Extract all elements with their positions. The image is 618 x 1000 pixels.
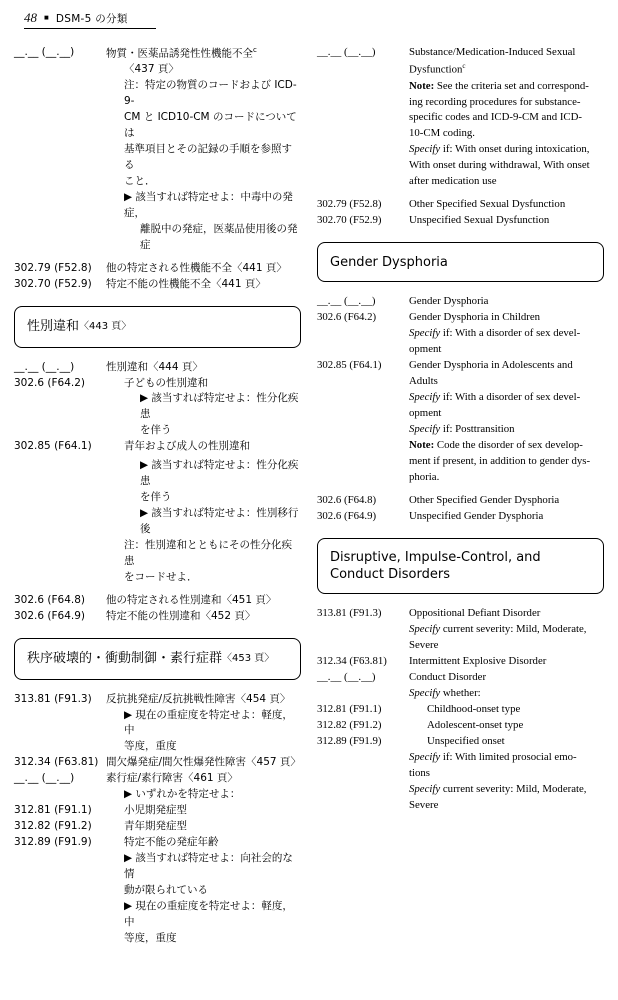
entry-text: Specify current severity: Mild, Moderate,	[409, 782, 587, 795]
list-item	[317, 294, 604, 310]
entry-text: 等度，重度	[124, 931, 177, 944]
list-item	[14, 692, 301, 708]
list-item	[14, 931, 301, 947]
code-cell: 302.70 (F52.9)	[317, 214, 382, 227]
list-item	[14, 771, 301, 787]
en-substance-block	[317, 45, 604, 190]
section-page-ref: 〈453 頁〉	[222, 653, 275, 665]
entry-text: 注：特定の物質のコードおよび ICD-9-	[124, 79, 297, 108]
entry-text: Adults	[409, 375, 438, 388]
list-item	[317, 390, 604, 406]
entry-text: Unspecified Sexual Dysfunction	[409, 214, 550, 227]
entry-text: 等度，重度	[124, 740, 177, 753]
list-item	[14, 835, 301, 851]
specify-label: Specify	[409, 423, 441, 435]
specify-label: Specify	[409, 623, 441, 636]
header-title: DSM-5 の分類	[55, 13, 128, 25]
list-item	[317, 454, 604, 470]
list-item	[317, 374, 604, 390]
entry-text: 間欠爆発症/間欠性爆発性障害〈457 頁〉	[106, 756, 301, 769]
entry-text: 離脱中の発症，医薬品使用後の発症	[140, 222, 298, 251]
section-page-ref: 〈443 頁〉	[79, 321, 132, 333]
list-item	[317, 61, 604, 79]
list-item	[14, 609, 301, 625]
entry-text: 動が限られている	[124, 883, 208, 896]
list-item	[14, 360, 301, 376]
entry-text: ment if present, in addition to gender dys-	[409, 454, 591, 467]
entry-text: Gender Dysphoria in Children	[409, 311, 541, 324]
section-title: Disruptive, Impulse-Control, and Conduct Disorders	[330, 549, 541, 582]
entry-text: 素行症/素行障害〈461 頁〉	[106, 772, 238, 785]
page-header	[24, 10, 156, 29]
code-cell: __.__ (__.__)	[317, 46, 376, 58]
list-item	[317, 126, 604, 142]
entry-text: Adolescent-onset type	[427, 718, 524, 731]
list-item	[317, 438, 604, 454]
code-cell: 312.81 (F91.1)	[317, 702, 382, 715]
list-item	[14, 538, 301, 570]
code-cell: 312.34 (F63.81)	[317, 655, 387, 668]
list-item	[317, 358, 604, 374]
spacer	[14, 254, 301, 261]
entry-text: Note: Code the disorder of sex develop-	[409, 438, 583, 451]
list-item	[14, 142, 301, 174]
list-item	[317, 342, 604, 358]
list-item	[317, 606, 604, 622]
list-item	[14, 423, 301, 439]
list-item	[317, 158, 604, 174]
list-item	[317, 422, 604, 438]
code-cell: 302.6 (F64.9)	[14, 609, 86, 622]
list-item	[317, 766, 604, 782]
list-item	[14, 376, 301, 392]
list-item	[14, 190, 301, 222]
entry-text: ▶ 該当すれば特定せよ：中毒中の発症，	[124, 191, 293, 220]
specify-label: Specify	[409, 143, 441, 156]
list-item	[317, 406, 604, 422]
list-item	[317, 702, 604, 718]
entry-text: phoria.	[409, 470, 440, 483]
section-title: Gender Dysphoria	[330, 254, 448, 270]
entry-text: opment	[409, 407, 442, 420]
list-item	[14, 739, 301, 755]
entry-text: CM と ICD10-CM のコードについては	[124, 111, 297, 140]
entry-text: Dysfunction$^c$	[409, 61, 466, 76]
code-cell: __.__ (__.__)	[317, 671, 376, 683]
entry-text: ▶ 該当すれば特定せよ：性別移行後	[140, 507, 299, 536]
code-cell: 302.79 (F52.8)	[317, 198, 382, 211]
entry-text: Other Specified Gender Dysphoria	[409, 493, 560, 506]
entry-text: ▶ 現在の重症度を特定せよ：軽度，中	[124, 899, 293, 928]
entry-text: ▶ いずれかを特定せよ：	[124, 788, 241, 801]
entry-text: Gender Dysphoria	[409, 295, 489, 308]
list-item	[14, 222, 301, 254]
list-item	[317, 509, 604, 525]
entry-text: ▶ 該当すれば特定せよ：向社会的な情	[124, 852, 293, 881]
entry-text: 〈437 頁〉	[124, 63, 179, 76]
list-item	[14, 755, 301, 771]
section-heading-gender-dysphoria-jp	[14, 306, 301, 348]
list-item	[14, 506, 301, 538]
superscript-marker: c	[462, 61, 466, 70]
list-item	[317, 718, 604, 734]
list-item	[317, 45, 604, 61]
entry-text: 他の特定される性機能不全〈441 頁〉	[106, 261, 287, 274]
list-item	[317, 470, 604, 486]
entry-text: Specify if: Posttransition	[409, 423, 515, 435]
list-item	[14, 110, 301, 142]
list-item	[14, 899, 301, 931]
entry-text: 物質・医薬品誘発性性機能不全$^c$	[106, 46, 257, 60]
list-item	[14, 593, 301, 609]
entry-text: Specify whether:	[409, 686, 481, 699]
code-cell: 313.81 (F91.3)	[317, 607, 382, 620]
list-item	[14, 277, 301, 293]
list-item	[14, 45, 301, 62]
list-item	[317, 310, 604, 326]
code-cell: 312.82 (F91.2)	[14, 820, 92, 833]
entry-text: 反抗挑発症/反抗挑戦性障害〈454 頁〉	[106, 692, 291, 705]
list-item	[317, 622, 604, 638]
entry-text: Note: See the criteria set and correspond-	[409, 79, 589, 92]
code-cell: 302.85 (F64.1)	[317, 359, 382, 372]
list-item	[14, 439, 301, 455]
entry-text: 他の特定される性別違和〈451 頁〉	[106, 593, 277, 606]
list-item	[14, 62, 301, 78]
list-item	[317, 197, 604, 213]
list-item	[14, 174, 301, 190]
entry-text: ▶ 該当すれば特定せよ：性分化疾患	[140, 459, 299, 488]
list-item	[14, 490, 301, 506]
entry-text: 特定不能の性別違和〈452 頁〉	[106, 609, 256, 622]
entry-text: With onset during withdrawal, With onset	[409, 159, 590, 172]
list-item	[14, 458, 301, 490]
entry-text: specific codes and ICD-9-CM and ICD-	[409, 111, 583, 124]
specify-label: Specify	[409, 686, 441, 699]
entry-text: Gender Dysphoria in Adolescents and	[409, 359, 573, 372]
entry-text: 注：性別違和とともにその性分化疾患	[124, 539, 292, 567]
entry-text: Specify if: With onset during intoxication,	[409, 143, 590, 156]
entry-text: Substance/Medication-Induced Sexual	[409, 46, 576, 58]
superscript-marker: c	[253, 46, 257, 54]
list-item	[317, 734, 604, 750]
entry-text: Unspecified Gender Dysphoria	[409, 509, 544, 522]
list-item	[317, 493, 604, 509]
entry-text: ▶ 現在の重症度を特定せよ：軽度，中	[124, 708, 293, 737]
list-item	[317, 670, 604, 686]
entry-text: を伴う	[140, 424, 172, 437]
entry-text: Specify current severity: Mild, Moderate,	[409, 623, 587, 636]
code-cell: __.__ (__.__)	[14, 360, 75, 373]
code-cell: 302.6 (F64.2)	[14, 376, 86, 389]
entry-text: Severe	[409, 639, 439, 652]
list-item	[317, 798, 604, 814]
header-square-icon: ■	[44, 13, 49, 22]
list-item	[14, 851, 301, 883]
list-item	[14, 787, 301, 803]
specify-label: Specify	[409, 750, 441, 763]
entry-text: ▶ 該当すれば特定せよ：性分化疾患	[140, 392, 299, 421]
spacer	[317, 190, 604, 197]
code-cell: 312.34 (F63.81)	[14, 756, 99, 769]
jp-substance-block	[14, 45, 301, 254]
section-title: 秩序破壊的・衝動制御・素行症群	[27, 650, 223, 666]
list-item	[317, 213, 604, 229]
section-heading-gender-dysphoria-en	[317, 242, 604, 282]
page-number: 48	[24, 10, 37, 25]
list-item	[317, 95, 604, 111]
code-cell: 312.89 (F91.9)	[317, 734, 382, 747]
list-item	[317, 750, 604, 766]
code-cell: 312.81 (F91.1)	[14, 804, 92, 817]
code-cell: 312.89 (F91.9)	[14, 836, 92, 849]
section-heading-disruptive-en	[317, 538, 604, 594]
list-item	[14, 819, 301, 835]
entry-text: 特定不能の性機能不全〈441 頁〉	[106, 277, 266, 290]
entry-text: Oppositional Defiant Disorder	[409, 607, 541, 620]
list-item	[14, 708, 301, 740]
code-cell: 302.85 (F64.1)	[14, 440, 92, 453]
list-item	[317, 654, 604, 670]
code-cell: __.__ (__.__)	[317, 295, 376, 308]
section-title: 性別違和	[27, 318, 80, 334]
column-english	[317, 45, 604, 947]
entry-text: こと．	[124, 175, 156, 188]
entry-text: Unspecified onset	[427, 734, 505, 747]
entry-text: 青年および成人の性別違和	[124, 440, 250, 453]
list-item	[317, 326, 604, 342]
specify-label: Specify	[409, 782, 441, 795]
entry-text: Conduct Disorder	[409, 671, 487, 683]
entry-text: Other Specified Sexual Dysfunction	[409, 198, 566, 211]
code-cell: __.__ (__.__)	[14, 772, 75, 785]
code-cell: 302.6 (F64.8)	[14, 593, 86, 606]
list-item	[317, 638, 604, 654]
two-column-body	[14, 45, 604, 947]
entry-text: 子どもの性別違和	[124, 376, 208, 389]
specify-label: Specify	[409, 327, 441, 340]
entry-text: 特定不能の発症年齢	[124, 836, 219, 849]
entry-text: を伴う	[140, 491, 172, 504]
code-cell: 313.81 (F91.3)	[14, 692, 92, 705]
entry-text: Specify if: With a disorder of sex devel-	[409, 391, 581, 404]
entry-text: Intermittent Explosive Disorder	[409, 655, 547, 668]
specify-label: Specify	[409, 391, 441, 404]
entry-text: 小児期発症型	[124, 804, 187, 817]
entry-text: 10-CM coding.	[409, 127, 475, 140]
list-item	[14, 570, 301, 586]
entry-text: ing recording procedures for substance-	[409, 95, 581, 108]
code-cell: 302.70 (F52.9)	[14, 277, 92, 290]
list-item	[317, 142, 604, 158]
section-heading-disruptive-jp	[14, 638, 301, 680]
entry-text: tions	[409, 766, 430, 779]
list-item	[317, 686, 604, 702]
list-item	[14, 803, 301, 819]
entry-text: Severe	[409, 798, 439, 811]
spacer	[14, 586, 301, 593]
list-item	[317, 79, 604, 95]
code-cell: 312.82 (F91.2)	[317, 718, 382, 731]
code-cell: __.__ (__.__)	[14, 46, 75, 58]
entry-text: 性別違和〈444 頁〉	[106, 360, 203, 373]
entry-text: Childhood-onset type	[427, 702, 521, 715]
list-item	[14, 261, 301, 277]
list-item	[317, 110, 604, 126]
entry-text: Specify if: With a disorder of sex devel-	[409, 327, 581, 340]
note-label: Note:	[409, 79, 435, 92]
list-item	[14, 883, 301, 899]
entry-text: 基準項目とその記録の手順を参照する	[124, 143, 292, 172]
entry-text: opment	[409, 343, 442, 356]
code-cell: 302.6 (F64.9)	[317, 509, 377, 522]
list-item	[317, 782, 604, 798]
entry-text: after medication use	[409, 175, 497, 188]
list-item	[14, 78, 301, 110]
entry-text: をコードせよ．	[124, 570, 198, 583]
spacer	[317, 486, 604, 493]
entry-text: 青年期発症型	[124, 820, 187, 833]
code-cell: 302.6 (F64.2)	[317, 311, 377, 324]
code-cell: 302.6 (F64.8)	[317, 493, 377, 506]
note-label: Note:	[409, 438, 435, 451]
column-japanese	[14, 45, 301, 947]
entry-text: Specify if: With limited prosocial emo-	[409, 750, 577, 763]
list-item	[317, 174, 604, 190]
code-cell: 302.79 (F52.8)	[14, 261, 92, 274]
list-item	[14, 391, 301, 423]
